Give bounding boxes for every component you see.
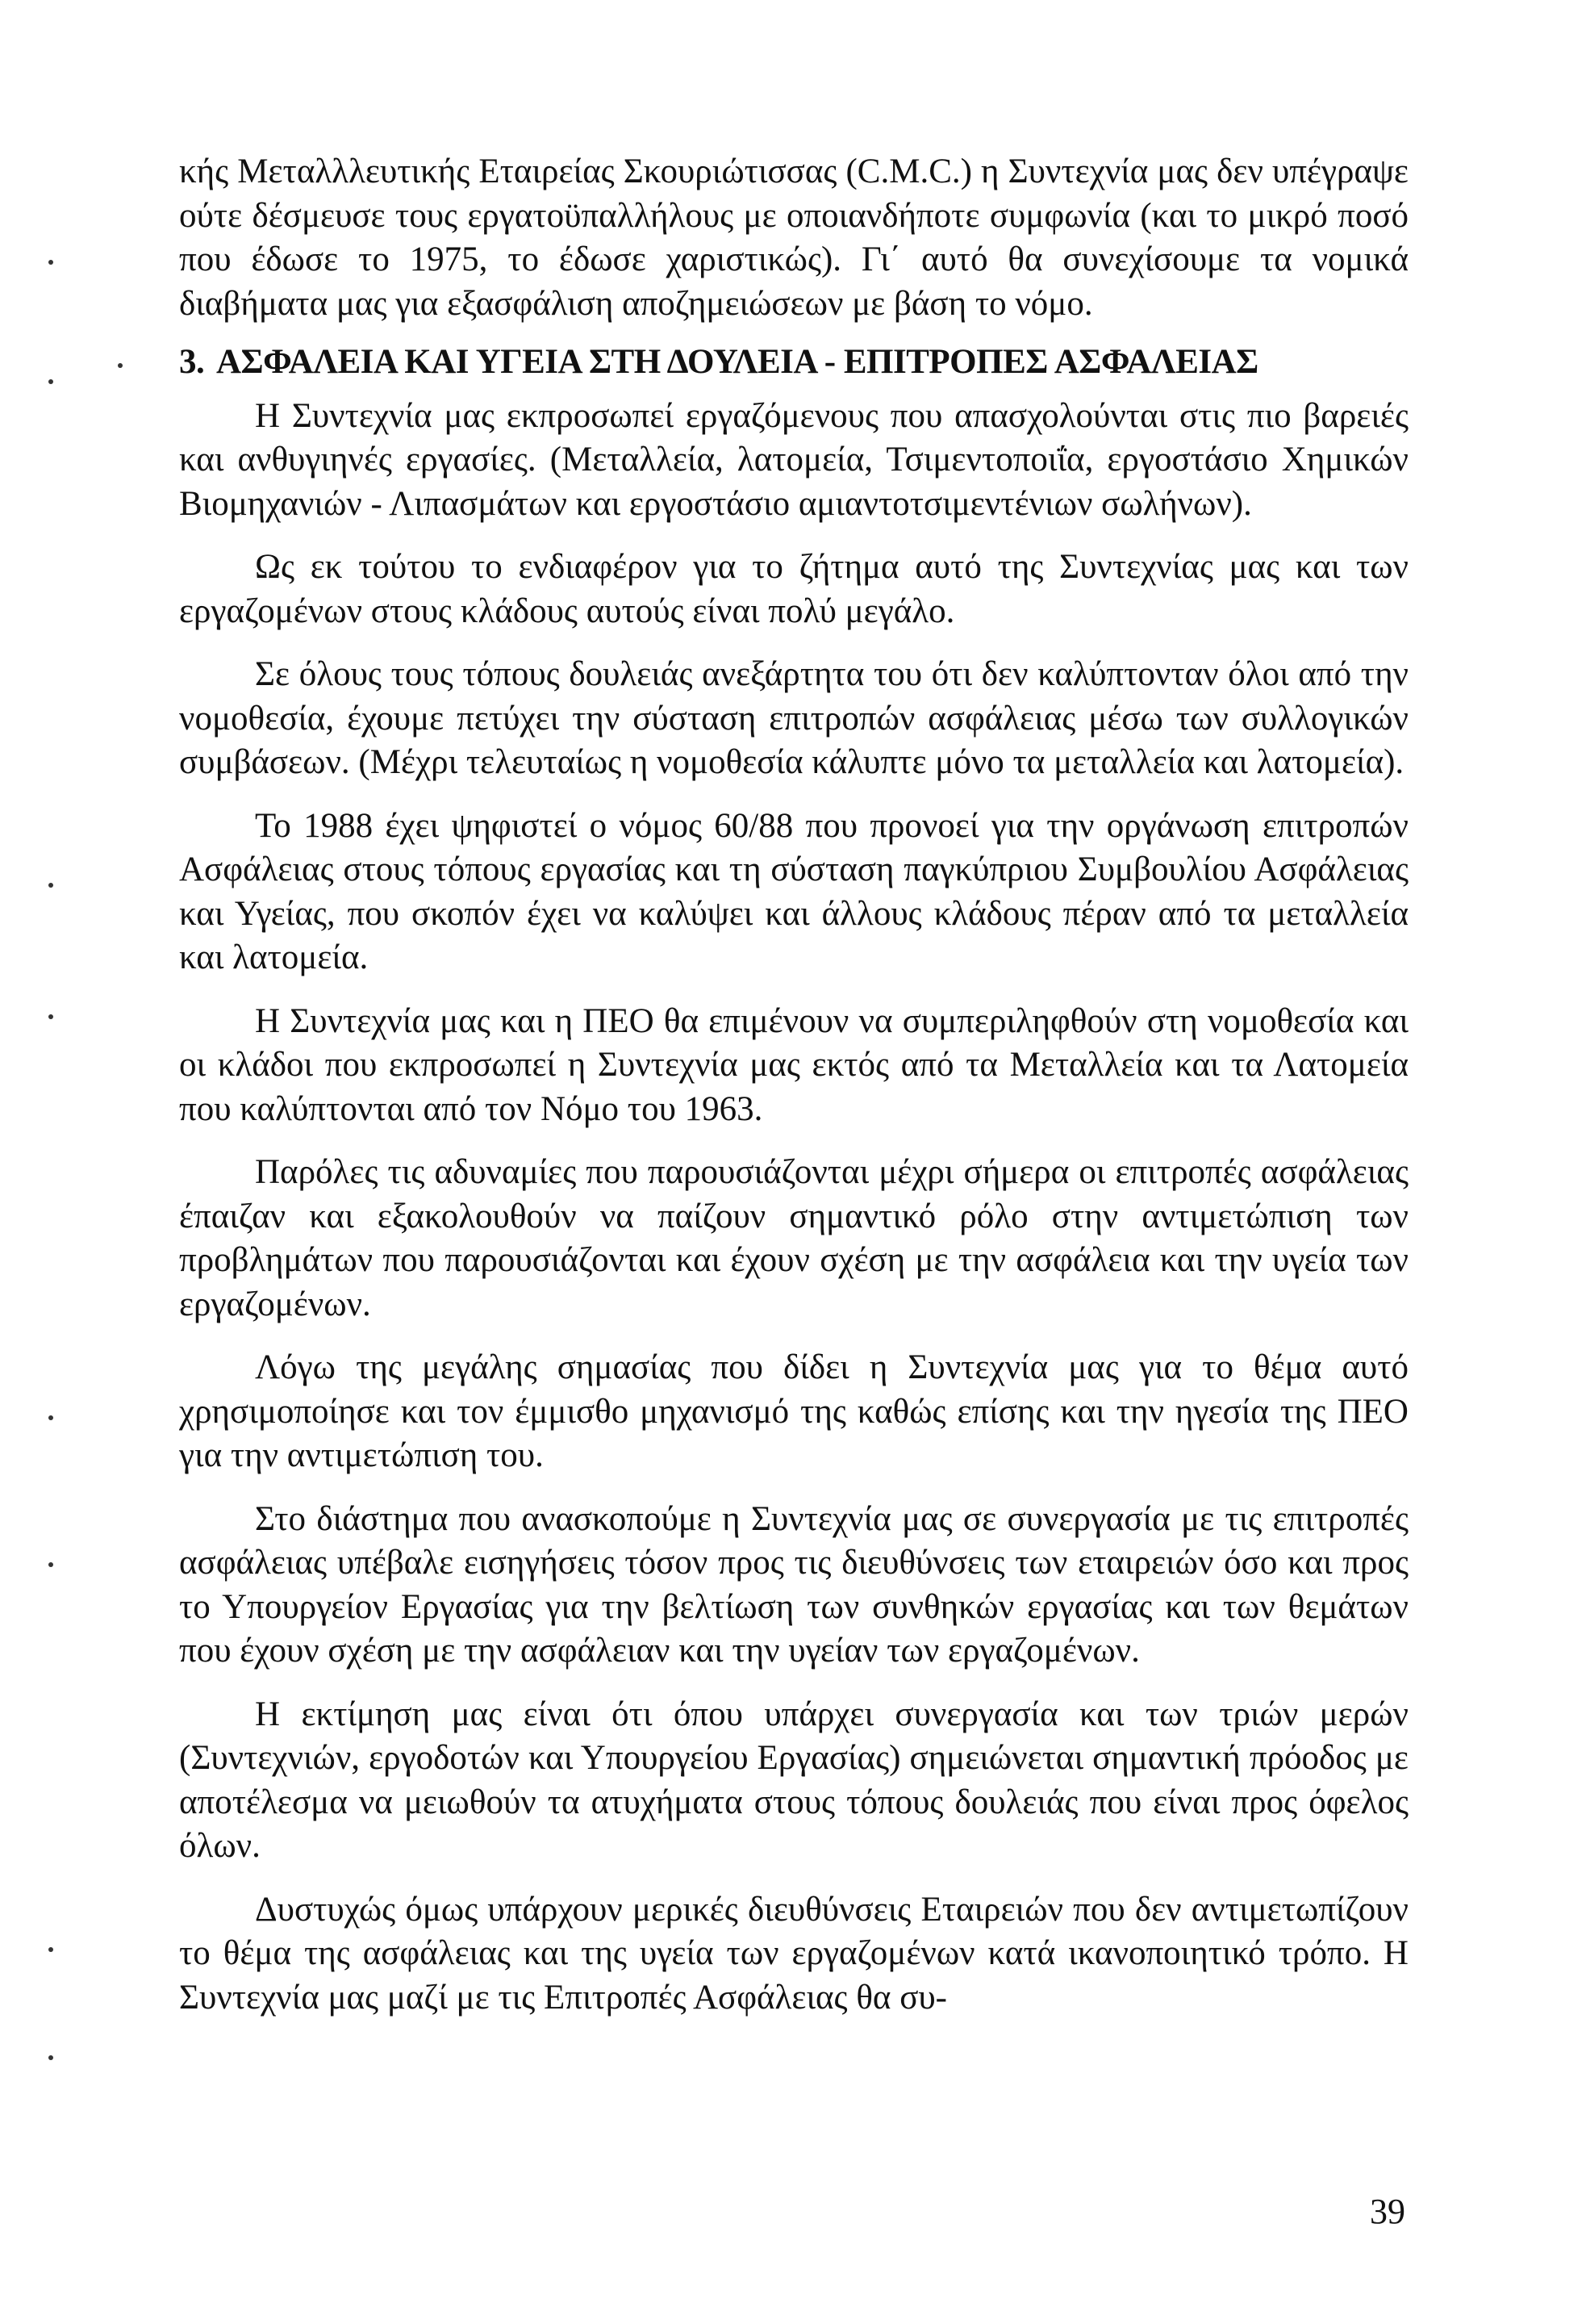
paragraph-continuation: κής Μεταλλλευτικής Εταιρείας Σκουριώτισσας (C.M.C.) η Συντεχνία μας δεν υπέγραψε ούτε δέσμευσε τους εργατοϋπαλλήλους με οποιανδήποτε συμφωνία (και το μικρό ποσό που έδωσε το 1975, το έδωσε χαριστικώς). Γι΄ αυτό θα συνεχίσουμε τα νομικά διαβήματα μας για εξασφάλιση αποζημειώσεων με βάση το νόμο. [179,153,1409,323]
paragraph: Λόγω της μεγάλης σημασίας που δίδει η Συντεχνία μας για το θέμα αυτό χρησιμοποίησε και τον έμμισθο μηχανισμό της καθώς επίσης και την ηγεσία της ΠΕΟ για την αντιμετώπιση του. [179,1348,1409,1474]
scan-mark [118,363,123,368]
section-title: ΑΣΦΑΛΕΙΑ ΚΑΙ ΥΓΕΙΑ ΣΤΗ ΔΟΥΛΕΙΑ - ΕΠΙΤΡΟΠΕΣ ΑΣΦΑΛΕΙΑΣ [216,343,1258,381]
scan-mark [48,1415,53,1420]
section-heading [179,341,1409,385]
paragraph: Παρόλες τις αδυναμίες που παρουσιάζονται μέχρι σήμερα οι επιτροπές ασφάλειας έπαιζαν και εξακολουθούν να παίζουν σημαντικό ρόλο στην αντιμετώπιση των προβλημάτων που παρουσιάζονται και έχουν σχέση με την ασφάλεια και την υγεία των εργαζομένων. [179,1153,1409,1323]
page-number: 39 [1370,2192,1405,2231]
paragraph: Δυστυχώς όμως υπάρχουν μερικές διευθύνσεις Εταιρειών που δεν αντιμετωπίζουν το θέμα της ασφάλειας και της υγεία των εργαζομένων κατά ικανοποιητικό τρόπο. Η Συντεχνία μας μαζί με τις Επιτροπές Ασφάλειας θα συ- [179,1890,1409,2017]
paragraph: Στο διάστημα που ανασκοπούμε η Συντεχνία μας σε συνεργασία με τις επιτροπές ασφάλειας υπέβαλε εισηγήσεις τόσον προς τις διευθύνσεις των εταιρειών όσο και προς το Υπουργείον Εργασίας για την βελτίωση των συνθηκών εργασίας και των θεμάτων που έχουν σχέση με την ασφάλειαν και την υγείαν των εργαζομένων. [179,1499,1409,1670]
scan-mark [48,379,53,384]
paragraph: Το 1988 έχει ψηφιστεί ο νόμος 60/88 που προνοεί για την οργάνωση επιτροπών Ασφάλειας στους τόπους εργασίας και τη σύσταση παγκύπριου Συμβουλίου Ασφάλειας και Υγείας, που σκοπόν έχει να καλύψει και άλλους κλάδους πέραν από τα μεταλλεία και λατομεία. [179,806,1409,976]
section-number: 3. [179,343,205,381]
paragraph: Η Συντεχνία μας και η ΠΕΟ θα επιμένουν να συμπεριληφθούν στη νομοθεσία και οι κλάδοι που εκπροσωπεί η Συντεχνία μας εκτός από τα Μεταλλεία και τα Λατομεία που καλύπτονται από τον Νόμο του 1963. [179,1001,1409,1128]
scan-mark [48,260,53,265]
scan-mark [48,883,53,888]
paragraph: Ως εκ τούτου το ενδιαφέρον για το ζήτημα αυτό της Συντεχνίας μας και των εργαζομένων στους κλάδους αυτούς είναι πολύ μεγάλο. [179,548,1409,630]
paragraph: Η εκτίμηση μας είναι ότι όπου υπάρχει συνεργασία και των τριών μερών (Συντεχνιών, εργοδοτών και Υπουργείου Εργασίας) σημειώνεται σημαντική πρόοδος με αποτέλεσμα να μειωθούν τα ατυχήματα στους τόπους δουλειάς που είναι προς όφελος όλων. [179,1695,1409,1865]
scan-mark [48,1562,53,1567]
paragraph: Η Συντεχνία μας εκπροσωπεί εργαζόμενους που απασχολούνται στις πιο βαρειές και ανθυγιηνές εργασίες. (Μεταλλεία, λατομεία, Τσιμεντοποιΐα, εργοστάσιο Χημικών Βιομηχανιών - Λιπασμάτων και εργοστάσιο αμιαντοτσιμεντένιων σωλήνων). [179,396,1409,523]
paragraph: Σε όλους τους τόπους δουλειάς ανεξάρτητα του ότι δεν καλύπτονταν όλοι από την νομοθεσία, έχουμε πετύχει την σύσταση επιτροπών ασφάλειας μέσω των συλλογικών συμβάσεων. (Μέχρι τελευταίως η νομοθεσία κάλυπτε μόνο τα μεταλλεία και λατομεία). [179,655,1409,781]
scan-mark [48,2055,53,2060]
document-body [179,150,1409,2039]
scan-mark [48,1947,53,1952]
scan-mark [48,1014,53,1019]
